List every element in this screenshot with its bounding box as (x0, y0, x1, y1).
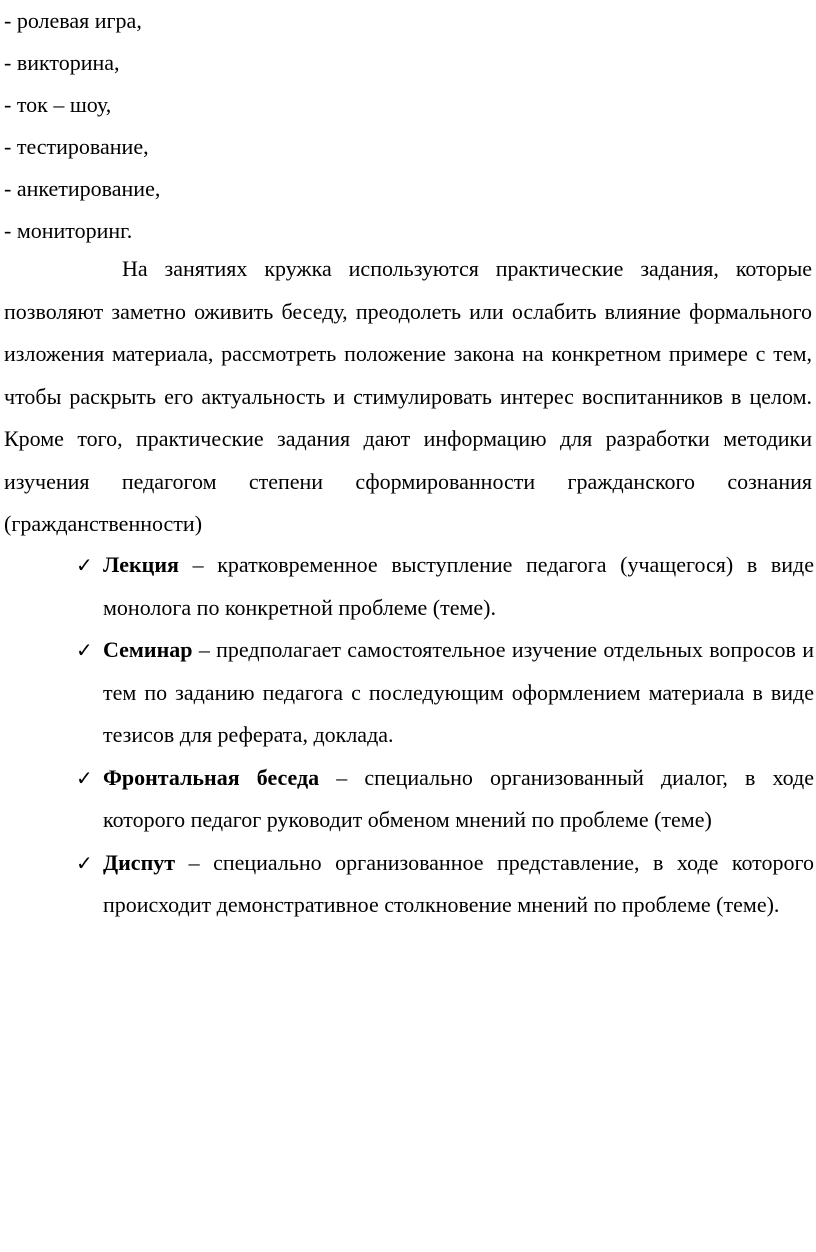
dash-list-item: - тестирование, (4, 134, 149, 159)
term-definition: – предполагает самостоятельное изучение отдельных вопросов и тем по заданию педагога с последующим оформлением материала в виде тезисов для реферата, доклада. (103, 637, 814, 747)
dash-list-item: - ток – шоу, (4, 92, 112, 117)
term-definition: – кратковременное выступление педагога (учащегося) в виде монолога по конкретной проблеме (теме). (103, 552, 814, 620)
checkmark-list-item (0, 757, 816, 842)
checkmark-list-item (0, 842, 816, 927)
term-label: Фронтальная беседа (103, 764, 320, 790)
dash-list-item: - анкетирование, (4, 176, 161, 201)
dash-list-item: - викторина, (4, 50, 120, 75)
checkmark-icon: ✓ (76, 638, 93, 662)
checkmark-list (0, 544, 816, 927)
dash-list-item: - мониторинг. (4, 218, 133, 243)
body-paragraph: На занятиях кружка используются практические задания, которые позволяют заметно оживить беседу, преодолеть или ослабить влияние формального изложения материала, рассмотреть положение закона на конкретном примере с тем, чтобы раскрыть его актуальность и стимулировать интерес воспитанников в целом. Кроме того, практические задания дают информацию для разработки методики изучения педагогом степени сформированности гражданского сознания (гражданственности) (4, 256, 812, 536)
checkmark-icon: ✓ (76, 553, 93, 577)
dash-list (4, 0, 804, 252)
dash-list-item: - ролевая игра, (4, 8, 142, 33)
checkmark-icon: ✓ (76, 850, 93, 875)
checkmark-list-item (0, 544, 816, 629)
term-label: Лекция (103, 552, 179, 577)
term-definition: – специально организованный диалог, в ходе которого педагог руководит обменом мнений по проблеме (теме) (103, 764, 815, 832)
checkmark-list-item (0, 629, 816, 757)
term-definition: – специально организованное представление, в ходе которого происходит демонстративное столкновение мнений по проблеме (теме). (103, 849, 814, 917)
term-label: Диспут (103, 849, 176, 875)
term-label: Семинар (103, 637, 193, 662)
checkmark-icon: ✓ (76, 765, 93, 790)
